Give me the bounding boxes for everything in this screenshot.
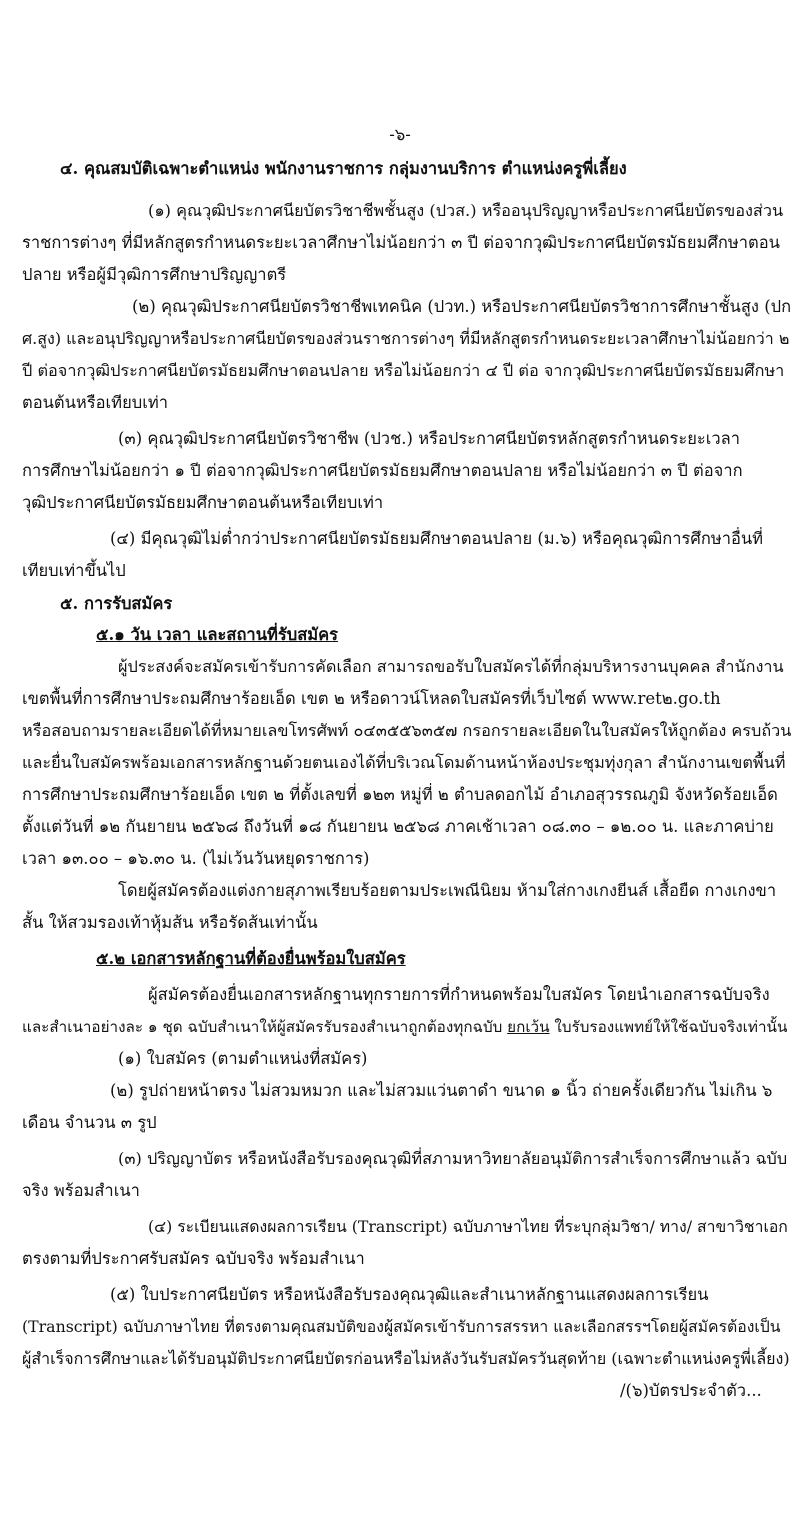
section-4-item-2-line-1: (๒) คุณวุฒิประกาศนียบัตรวิชาชีพเทคนิค (ปวท.) หรือประกาศนียบัตรวิชาการศึกษาชั้นสูง (ปก	[132, 297, 792, 316]
section-4-heading: ๔. คุณสมบัติเฉพาะตำแหน่ง พนักงานราชการ กลุ่มงานบริการ ตำแหน่งครูพี่เลี้ยง	[60, 159, 627, 178]
doc-item-5-line-1: (๕) ใบประกาศนียบัตร หรือหนังสือรับรองคุณวุฒิและสำเนาหลักฐานแสดงผลการเรียน	[110, 1285, 709, 1304]
doc-item-2-line-1: (๒) รูปถ่ายหน้าตรง ไม่สวมหมวก และไม่สวมแว่นตาดำ ขนาด ๑ นิ้ว ถ่ายครั้งเดียวกัน ไม่เกิน ๖	[110, 1081, 773, 1100]
section-5-1-para-1-line-6: ตั้งแต่วันที่ ๑๒ กันยายน ๒๕๖๘ ถึงวันที่ ๑๘ กันยายน ๒๕๖๘ ภาคเช้าเวลา ๐๘.๓๐ – ๑๒.๐๐ น. และภาคบ่าย	[22, 817, 774, 836]
section-5-1-para-1-line-2: เขตพื้นที่การศึกษาประถมศึกษาร้อยเอ็ด เขต ๒ หรือดาวน์โหลดใบสมัครที่เว็บไซต์ www.ret๒.go.th	[22, 689, 721, 708]
doc-item-1: (๑) ใบสมัคร (ตามตำแหน่งที่สมัคร)	[118, 1049, 368, 1068]
section-5-1-para-1-line-3: หรือสอบถามรายละเอียดได้ที่หมายเลขโทรศัพท์ ๐๔๓๕๕๖๓๕๗ กรอกรายละเอียดในใบสมัครให้ถูกต้อง ครบถ้วน	[22, 721, 792, 740]
intro-line-2-part-c: ใบรับรองแพทย์ให้ใช้ฉบับจริงเท่านั้น	[554, 1018, 788, 1036]
section-5-1-para-2-line-2: สั้น ให้สวมรองเท้าหุ้มส้น หรือรัดส้นเท่านั้น	[22, 913, 318, 932]
section-4-item-3-line-1: (๓) คุณวุฒิประกาศนียบัตรวิชาชีพ (ปวช.) หรือประกาศนียบัตรหลักสูตรกำหนดระยะเวลา	[118, 429, 741, 448]
section-4-item-3-line-3: วุฒิประกาศนียบัตรมัธยมศึกษาตอนต้นหรือเทียบเท่า	[22, 493, 384, 512]
doc-item-5-line-2: (Transcript) ฉบับภาษาไทย ที่ตรงตามคุณสมบัติของผู้สมัครเข้ารับการสรรหา และเลือกสรรฯโดยผู้สมัครต้องเป็น	[22, 1317, 781, 1336]
section-5-1-para-1-line-7: เวลา ๑๓.๐๐ – ๑๖.๓๐ น. (ไม่เว้นวันหยุดราชการ)	[22, 849, 370, 868]
section-5-1-para-2-line-1: โดยผู้สมัครต้องแต่งกายสุภาพเรียบร้อยตามประเพณีนิยม ห้ามใส่กางเกงยีนส์ เสื้อยืด กางเกงขา	[118, 881, 777, 900]
doc-item-3-line-1: (๓) ปริญญาบัตร หรือหนังสือรับรองคุณวุฒิที่สภามหาวิทยาลัยอนุมัติการสำเร็จการศึกษาแล้ว ฉบับ	[118, 1149, 788, 1168]
section-4-item-4-line-2: เทียบเท่าขึ้นไป	[22, 561, 126, 580]
section-4-item-1-line-3: ปลาย หรือผู้มีวุฒิการศึกษาปริญญาตรี	[22, 265, 287, 284]
doc-item-4-line-1: (๔) ระเบียนแสดงผลการเรียน (Transcript) ฉบับภาษาไทย ที่ระบุกลุ่มวิชา/ ทาง/ สาขาวิชาเอก	[148, 1217, 788, 1236]
section-4-item-2-line-2: ศ.สูง) และอนุปริญญาหรือประกาศนียบัตรของส่วนราชการต่างๆ ที่มีหลักสูตรกำหนดระยะเวลาศึกษาไม่น้อยกว่า ๒	[22, 329, 790, 348]
page-number: -๖-	[389, 125, 411, 144]
section-5-2-heading: ๕.๒ เอกสารหลักฐานที่ต้องยื่นพร้อมใบสมัคร	[96, 949, 406, 968]
section-5-2-intro-line-2	[22, 1016, 787, 1038]
section-4-item-2-line-4: ตอนต้นหรือเทียบเท่า	[22, 393, 168, 412]
doc-item-2-line-2: เดือน จำนวน ๓ รูป	[22, 1113, 157, 1132]
section-4-item-1-line-2: ราชการต่างๆ ที่มีหลักสูตรกำหนดระยะเวลาศึกษาไม่น้อยกว่า ๓ ปี ต่อจากวุฒิประกาศนียบัตรมัธยมศึกษาตอน	[22, 233, 780, 252]
section-5-1-para-1-line-1: ผู้ประสงค์จะสมัครเข้ารับการคัดเลือก สามารถขอรับใบสมัครได้ที่กลุ่มบริหารงานบุคคล สำนักงาน	[118, 657, 784, 676]
section-5-1-para-1-line-5: การศึกษาประถมศึกษาร้อยเอ็ด เขต ๒ ที่ตั้งเลขที่ ๑๒๓ หมู่ที่ ๒ ตำบลดอกไม้ อำเภอสุวรรณภูมิ จังหวัดร้อยเอ็ด	[22, 785, 778, 804]
section-4-item-4-line-1: (๔) มีคุณวุฒิไม่ต่ำกว่าประกาศนียบัตรมัธยมศึกษาตอนปลาย (ม.๖) หรือคุณวุฒิการศึกษาอื่นที่	[110, 529, 764, 548]
section-5-1-heading: ๕.๑ วัน เวลา และสถานที่รับสมัคร	[96, 625, 339, 644]
section-4-item-2-line-3: ปี ต่อจากวุฒิประกาศนียบัตรมัธยมศึกษาตอนปลาย หรือไม่น้อยกว่า ๔ ปี ต่อ จากวุฒิประกาศนียบัตรมัธยมศึกษา	[22, 361, 785, 380]
doc-item-5-line-3: ผู้สำเร็จการศึกษาและได้รับอนุมัติประกาศนียบัตรก่อนหรือไม่หลังวันรับสมัครวันสุดท้าย (เฉพาะตำแหน่งครูพี่เลี้ยง)	[22, 1349, 790, 1368]
section-4-item-3-line-2: การศึกษาไม่น้อยกว่า ๑ ปี ต่อจากวุฒิประกาศนียบัตรมัธยมศึกษาตอนปลาย หรือไม่น้อยกว่า ๓ ปี ต่อจาก	[22, 461, 743, 480]
section-4-item-1-line-1: (๑) คุณวุฒิประกาศนียบัตรวิชาชีพชั้นสูง (ปวส.) หรืออนุปริญญาหรือประกาศนียบัตรของส่วน	[148, 201, 784, 220]
intro-line-2-part-a: และสำเนาอย่างละ ๑ ชุด ฉบับสำเนาให้ผู้สมัครรับรองสำเนาถูกต้องทุกฉบับ	[22, 1018, 503, 1036]
exception-word: ยกเว้น	[507, 1018, 550, 1036]
section-5-2-intro-line-1: ผู้สมัครต้องยื่นเอกสารหลักฐานทุกรายการที่กำหนดพร้อมใบสมัคร โดยนำเอกสารฉบับจริง	[148, 985, 770, 1004]
doc-item-4-line-2: ตรงตามที่ประกาศรับสมัคร ฉบับจริง พร้อมสำเนา	[22, 1249, 365, 1268]
section-5-1-para-1-line-4: และยื่นใบสมัครพร้อมเอกสารหลักฐานด้วยตนเองได้ที่บริเวณโดมด้านหน้าห้องประชุมทุ่งกุลา สำนักงานเขตพื้นที่	[22, 753, 786, 772]
doc-item-3-line-2: จริง พร้อมสำเนา	[22, 1181, 140, 1200]
continuation-note: /(๖)บัตรประจำตัว...	[620, 1381, 762, 1400]
section-5-heading: ๕. การรับสมัคร	[60, 594, 173, 613]
